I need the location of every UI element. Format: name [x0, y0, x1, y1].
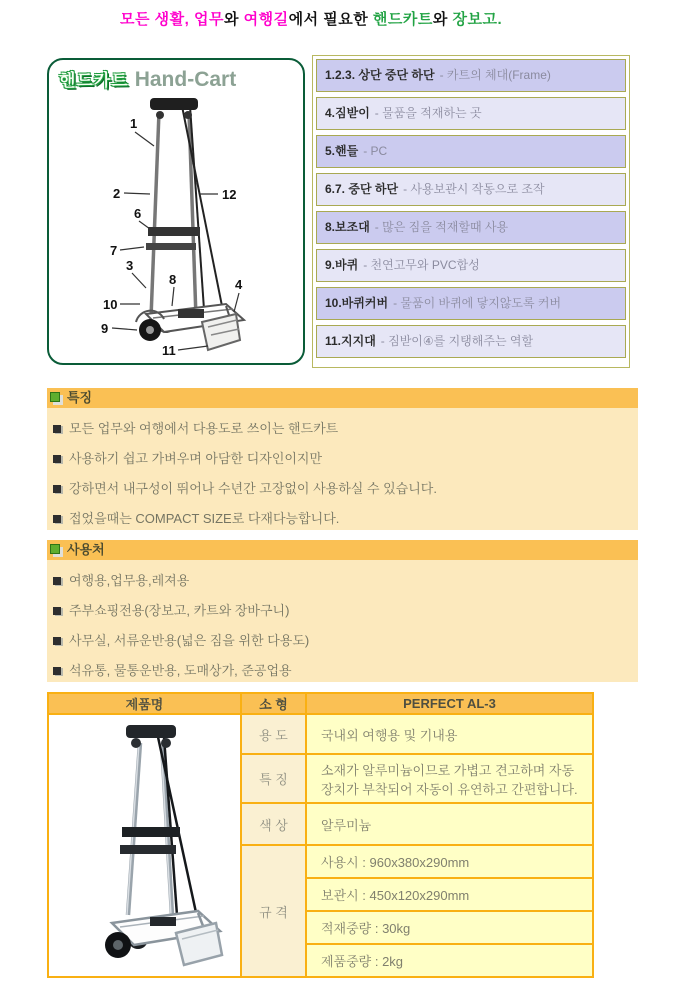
part-desc: - PC — [363, 144, 388, 158]
title-segment: 여행길 — [243, 11, 289, 28]
spec-dimension-in-use: 사용시 : 960x380x290mm — [306, 845, 593, 878]
green-square-icon — [50, 392, 60, 402]
usage-section-header — [47, 540, 638, 560]
diagram-callout-1: 1 — [130, 116, 138, 131]
spec-row-value: 국내외 여행용 및 기내용 — [306, 714, 593, 754]
cart-crossbar-upper — [148, 227, 200, 236]
page-title — [120, 8, 502, 29]
part-desc: - 많은 짐을 적재할때 사용 — [374, 220, 509, 234]
callout-leader-line — [124, 193, 150, 194]
spec-row-label: 특 징 — [241, 754, 306, 803]
cart-handle — [150, 98, 198, 110]
usage-item — [47, 596, 638, 626]
dark-square-icon — [53, 485, 61, 493]
diagram-title-korean: 핸드카트 — [59, 71, 129, 90]
usage-text: 사무실, 서류운반용(넓은 짐을 위한 다용도) — [69, 633, 310, 648]
diagram-title-english: Hand-Cart — [134, 68, 237, 91]
usage-item — [47, 626, 638, 656]
cart-wheel-hub — [146, 326, 154, 334]
parts-list-item — [316, 287, 626, 320]
diagram-callout-7: 7 — [110, 243, 118, 258]
title-segment: 와 — [223, 11, 244, 28]
spec-row-value: 소재가 알루미늄이므로 가볍고 견고하며 자동장치가 부착되어 자동이 유연하고 간편합니다. — [306, 754, 593, 803]
spec-row-label: 색 상 — [241, 803, 306, 845]
callout-leader-line — [139, 221, 150, 229]
usage-text: 주부쇼핑전용(장보고, 카트와 장바구니) — [69, 603, 290, 618]
dark-square-icon — [53, 607, 61, 615]
spec-row-label: 용 도 — [241, 714, 306, 754]
dark-square-icon — [53, 515, 61, 523]
callout-leader-line — [172, 287, 174, 306]
part-term: 6.7. 중단 하단 — [325, 182, 399, 196]
dark-square-icon — [53, 425, 61, 433]
diagram-callout-4: 4 — [235, 277, 243, 292]
dark-square-icon — [53, 455, 61, 463]
part-term: 8.보조대 — [325, 220, 370, 234]
feature-text: 모든 업무와 여행에서 다용도로 쓰이는 핸드카트 — [69, 421, 339, 436]
feature-item — [47, 444, 638, 474]
diagram-callout-10: 10 — [103, 297, 118, 312]
table-row — [48, 714, 593, 754]
callout-leader-line — [135, 132, 154, 146]
feature-item — [47, 474, 638, 504]
parts-list-panel — [312, 55, 630, 368]
title-segment: 핸드카트 — [372, 11, 433, 28]
title-segment: 장보고. — [452, 11, 503, 28]
spec-load-capacity: 적재중량 : 30kg — [306, 911, 593, 944]
spec-row-value: 알루미늄 — [306, 803, 593, 845]
parts-list-item — [316, 211, 626, 244]
features-section-header — [47, 388, 638, 408]
product-photo — [52, 715, 238, 971]
feature-text: 사용하기 쉽고 가벼우며 아담한 디자인이지만 — [69, 451, 323, 466]
callout-leader-line — [234, 293, 239, 312]
spec-group-label: 규 격 — [241, 845, 306, 977]
part-desc: - 물품을 적재하는 곳 — [374, 106, 482, 120]
parts-list-item — [316, 325, 626, 358]
cart-left-rail — [151, 112, 159, 318]
feature-text: 접었을때는 COMPACT SIZE로 다재다능합니다. — [69, 511, 340, 526]
hand-cart-diagram-box — [47, 58, 305, 365]
dark-square-icon — [53, 667, 61, 675]
title-segment: 와 — [432, 11, 453, 28]
parts-list-item — [316, 173, 626, 206]
product-name-header: 제품명 — [48, 693, 241, 714]
callout-leader-line — [178, 346, 208, 350]
part-desc: - 카트의 체대(Frame) — [439, 68, 551, 82]
part-term: 4.짐받이 — [325, 106, 370, 120]
diagram-callout-3: 3 — [126, 258, 134, 273]
title-segment: 에서 필요한 — [288, 11, 373, 28]
model-header: PERFECT AL-3 — [306, 693, 593, 714]
cart-handle-knob — [156, 111, 164, 119]
cart-crossbar-lower — [146, 243, 196, 250]
callout-leader-line — [132, 273, 146, 288]
spec-product-weight: 제품중량 : 2kg — [306, 944, 593, 977]
part-term: 11.지지대 — [325, 334, 376, 348]
green-square-icon — [50, 544, 60, 554]
diagram-callout-6: 6 — [134, 206, 142, 221]
dark-square-icon — [53, 577, 61, 585]
size-header: 소 형 — [241, 693, 306, 714]
usage-section-body — [47, 560, 638, 682]
usage-header-label: 사용처 — [67, 542, 105, 557]
features-header-label: 특징 — [67, 390, 93, 405]
part-term: 9.바퀴 — [325, 258, 359, 272]
usage-item — [47, 656, 638, 686]
part-desc: - 물품이 바퀴에 닿지않도록 커버 — [393, 296, 562, 310]
diagram-callout-2: 2 — [113, 186, 121, 201]
cart-base-mechanism — [178, 309, 204, 318]
part-desc: - 천연고무와 PVC합성 — [363, 258, 480, 272]
part-desc: - 짐받이④를 지탱해주는 역할 — [380, 334, 534, 348]
spec-table — [47, 692, 594, 978]
spec-header-row — [48, 693, 593, 714]
feature-item — [47, 504, 638, 534]
title-segment: 모든 생활, 업무 — [120, 11, 224, 28]
parts-list-item — [316, 97, 626, 130]
part-term: 10.바퀴커버 — [325, 296, 389, 310]
diagram-box-title — [59, 66, 236, 92]
usage-text: 여행용,업무용,레져용 — [69, 573, 190, 588]
diagram-callout-11: 11 — [162, 343, 176, 358]
diagram-callout-12: 12 — [222, 187, 237, 202]
part-desc: - 사용보관시 작동으로 조작 — [403, 182, 545, 196]
parts-list-item — [316, 249, 626, 282]
parts-list-item — [316, 135, 626, 168]
parts-list-item — [316, 59, 626, 92]
feature-text: 강하면서 내구성이 뛰어나 수년간 고장없이 사용하실 수 있습니다. — [69, 481, 437, 496]
diagram-callout-9: 9 — [101, 321, 109, 336]
spec-dimension-stored: 보관시 : 450x120x290mm — [306, 878, 593, 911]
feature-item — [47, 414, 638, 444]
dark-square-icon — [53, 637, 61, 645]
spec-table-container — [47, 692, 594, 978]
product-photo-cell — [48, 714, 241, 977]
features-section-body — [47, 408, 638, 530]
diagram-callout-8: 8 — [169, 272, 177, 287]
cart-cord — [182, 106, 226, 326]
callout-leader-line — [112, 328, 137, 330]
cart-handle-knob — [184, 111, 192, 119]
part-term: 1.2.3. 상단 중단 하단 — [325, 68, 435, 82]
callout-leader-line — [120, 247, 144, 250]
usage-item — [47, 566, 638, 596]
usage-text: 석유통, 물통운반용, 도매상가, 준공업용 — [69, 663, 292, 678]
hand-cart-line-drawing — [50, 90, 302, 362]
part-term: 5.핸들 — [325, 144, 359, 158]
